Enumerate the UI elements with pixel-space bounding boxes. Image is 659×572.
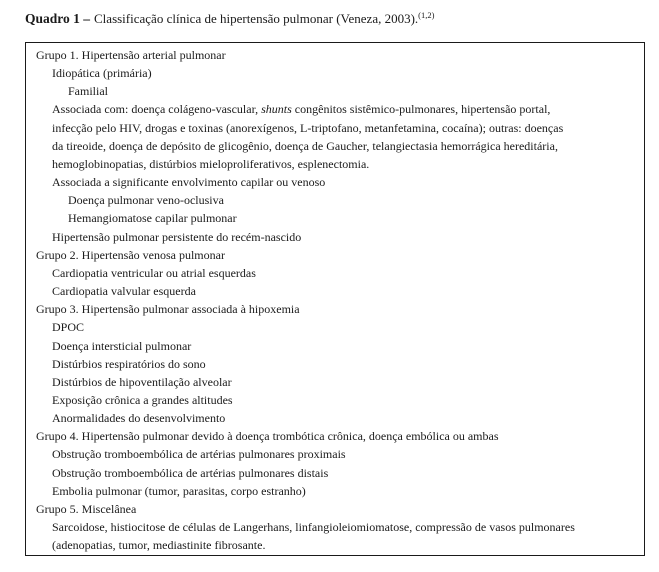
table-caption-references: (1,2) — [418, 10, 435, 20]
table-line: Associada a significante envolvimento capilar ou venoso — [52, 175, 326, 190]
table-line: Sarcoidose, histiocitose de células de Langerhans, linfangioleiomiomatose, compressão de vasos pulmonares — [52, 520, 575, 535]
table-line: (adenopatias, tumor, mediastinite fibrosante. — [52, 538, 266, 553]
table-line: Cardiopatia valvular esquerda — [52, 284, 196, 299]
table-line: Cardiopatia ventricular ou atrial esquerdas — [52, 265, 256, 280]
table-line: Obstrução tromboembólica de artérias pulmonares distais — [52, 465, 329, 480]
table-line: Doença pulmonar veno-oclusiva — [68, 193, 224, 208]
table-line: Distúrbios de hipoventilação alveolar — [52, 374, 232, 389]
table-caption-text: Classificação clínica de hipertensão pulmonar (Veneza, 2003). — [94, 11, 419, 26]
table-line: Obstrução tromboembólica de artérias pulmonares proximais — [52, 447, 346, 462]
table-line: hemoglobinopatias, distúrbios mieloproliferativos, esplenectomia. — [52, 156, 370, 171]
classification-table — [25, 42, 645, 556]
table-caption-label: Quadro 1 – — [25, 11, 91, 26]
table-line: Idiopática (primária) — [52, 66, 152, 81]
table-line: Doença intersticial pulmonar — [52, 338, 192, 353]
table-line: Grupo 1. Hipertensão arterial pulmonar — [36, 48, 226, 62]
table-line: Grupo 4. Hipertensão pulmonar devido à doença trombótica crônica, doença embólica ou ambas — [36, 429, 499, 444]
table-line: Grupo 3. Hipertensão pulmonar associada à hipoxemia — [36, 302, 300, 317]
table-caption — [25, 11, 434, 27]
table-line: Exposição crônica a grandes altitudes — [52, 392, 233, 407]
table-line: Embolia pulmonar (tumor, parasitas, corpo estranho) — [52, 483, 306, 498]
table-line: Hemangiomatose capilar pulmonar — [68, 211, 237, 226]
table-line: da tireoide, doença de depósito de glicogênio, doença de Gaucher, telangiectasia hemorrágica hereditária, — [52, 138, 558, 153]
table-lines — [36, 46, 640, 554]
table-line: Associada com: doença colágeno-vascular, shunts congênitos sistêmico-pulmonares, hipertensão portal, — [52, 102, 551, 117]
table-line: Grupo 2. Hipertensão venosa pulmonar — [36, 247, 225, 262]
table-line: Anormalidades do desenvolvimento — [52, 411, 226, 426]
table-line: Familial — [68, 84, 108, 99]
table-line: infecção pelo HIV, drogas e toxinas (anorexígenos, L-triptofano, metanfetamina, cocaína); outras: doenças — [52, 120, 564, 135]
table-line: Grupo 5. Miscelânea — [36, 501, 137, 516]
table-line: Distúrbios respiratórios do sono — [52, 356, 206, 371]
table-line: Hipertensão pulmonar persistente do recém-nascido — [52, 229, 302, 244]
table-line: DPOC — [52, 320, 85, 335]
